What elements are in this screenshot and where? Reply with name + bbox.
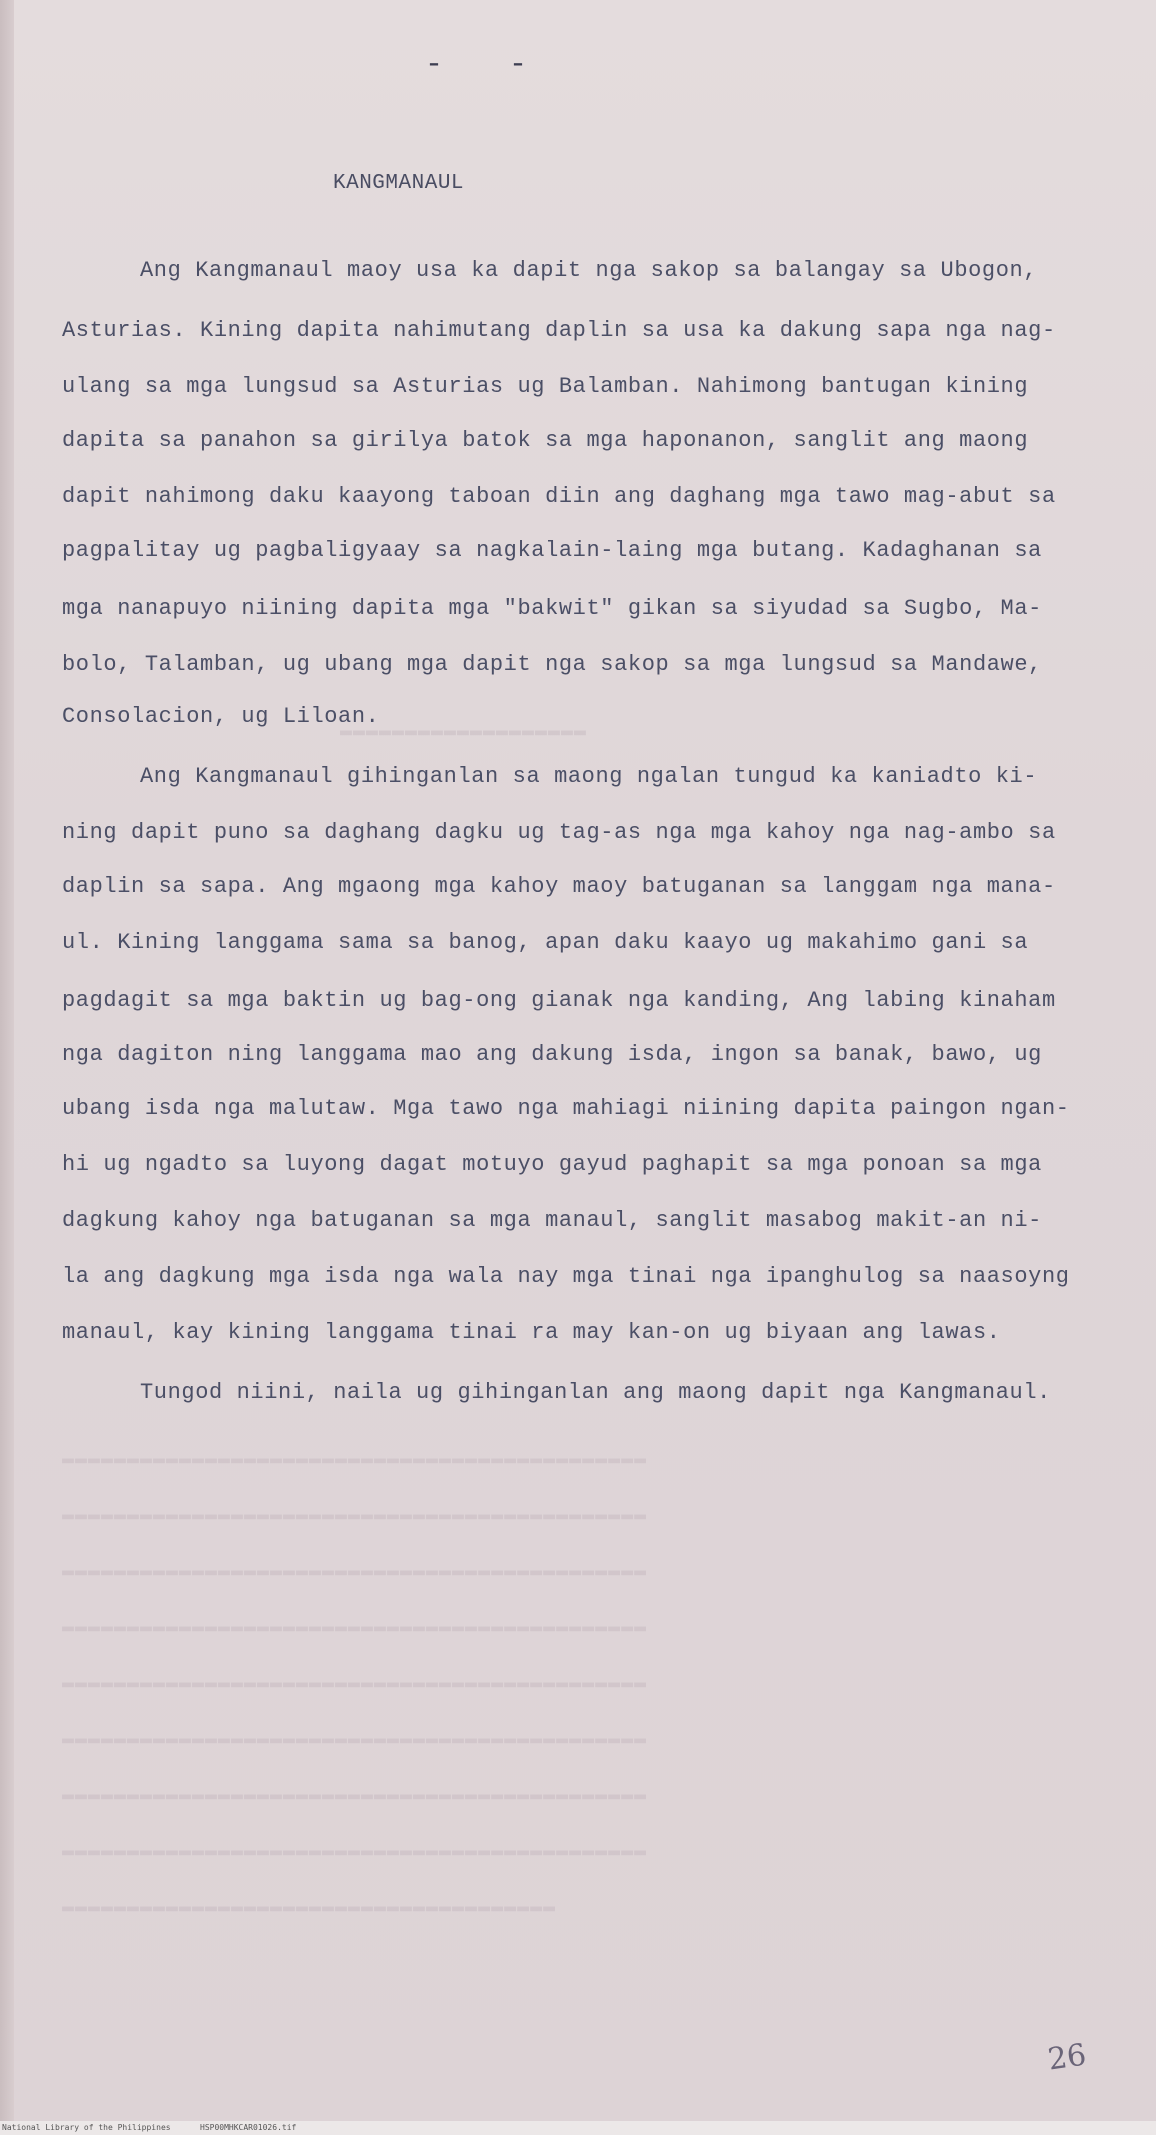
paragraph-2-line: nga dagiton ning langgama mao ang dakung isda, ingon sa banak, bawo, ug [62, 1042, 1042, 1067]
paragraph-3-line: Tungod niini, naila ug gihinganlan ang maong dapit nga Kangmanaul. [140, 1380, 1051, 1405]
paragraph-1-line: bolo, Talamban, ug ubang mga dapit nga sakop sa mga lungsud sa Mandawe, [62, 652, 1042, 677]
paragraph-2-line: ubang isda nga malutaw. Mga tawo nga mahiagi niining dapita paingon ngan- [62, 1096, 1070, 1121]
paragraph-2-line: pagdagit sa mga baktin ug bag-ong gianak nga kanding, Ang labing kinaham [62, 988, 1056, 1013]
footer-filename: HSP00MHKCAR01026.tif [200, 2123, 297, 2132]
handwritten-page-number: 26 [1045, 2037, 1089, 2078]
paragraph-1-line: Consolacion, ug Liloan. [62, 704, 380, 729]
page-edge-shadow [0, 0, 14, 2135]
show-through-texture: ▬▬▬▬▬▬▬▬▬▬▬▬▬▬▬▬▬▬▬▬▬▬▬▬▬▬▬▬▬▬▬▬▬▬▬▬▬▬▬▬▬▬▬▬▬ [62, 1672, 648, 1695]
paragraph-1-line: pagpalitay ug pagbaligyaay sa nagkalain-laing mga butang. Kadaghanan sa [62, 538, 1042, 563]
show-through-texture: ▬▬▬▬▬▬▬▬▬▬▬▬▬▬▬▬▬▬▬ [340, 720, 588, 743]
show-through-texture: ▬▬▬▬▬▬▬▬▬▬▬▬▬▬▬▬▬▬▬▬▬▬▬▬▬▬▬▬▬▬▬▬▬▬▬▬▬▬▬▬▬▬▬▬▬ [62, 1504, 648, 1527]
footer-institution: National Library of the Philippines [2, 2123, 171, 2132]
show-through-texture: ▬▬▬▬▬▬▬▬▬▬▬▬▬▬▬▬▬▬▬▬▬▬▬▬▬▬▬▬▬▬▬▬▬▬▬▬▬▬▬▬▬▬▬▬▬ [62, 1728, 648, 1751]
document-title: KANGMANAUL [333, 172, 465, 195]
show-through-texture: ▬▬▬▬▬▬▬▬▬▬▬▬▬▬▬▬▬▬▬▬▬▬▬▬▬▬▬▬▬▬▬▬▬▬▬▬▬▬▬▬▬▬▬▬▬ [62, 1784, 648, 1807]
show-through-texture: ▬▬▬▬▬▬▬▬▬▬▬▬▬▬▬▬▬▬▬▬▬▬▬▬▬▬▬▬▬▬▬▬▬▬▬▬▬▬▬▬▬▬▬▬▬ [62, 1616, 648, 1639]
paragraph-2-line: dagkung kahoy nga batuganan sa mga manaul, sanglit masabog makit-an ni- [62, 1208, 1042, 1233]
paragraph-1-line: dapit nahimong daku kaayong taboan diin ang daghang mga tawo mag-abut sa [62, 484, 1056, 509]
top-dash-mark: - - [425, 48, 552, 82]
paragraph-1-line: mga nanapuyo niining dapita mga "bakwit" gikan sa siyudad sa Sugbo, Ma- [62, 596, 1042, 621]
paragraph-1-line: Asturias. Kining dapita nahimutang daplin sa usa ka dakung sapa nga nag- [62, 318, 1056, 343]
paragraph-2-line: ning dapit puno sa daghang dagku ug tag-as nga mga kahoy nga nag-ambo sa [62, 820, 1056, 845]
scan-footer [0, 2121, 1156, 2135]
paragraph-1-line: Ang Kangmanaul maoy usa ka dapit nga sakop sa balangay sa Ubogon, [140, 258, 1038, 283]
show-through-texture: ▬▬▬▬▬▬▬▬▬▬▬▬▬▬▬▬▬▬▬▬▬▬▬▬▬▬▬▬▬▬▬▬▬▬▬▬▬▬▬▬▬▬▬▬▬ [62, 1448, 648, 1471]
paragraph-2-line: Ang Kangmanaul gihinganlan sa maong ngalan tungud ka kaniadto ki- [140, 764, 1038, 789]
paragraph-2-line: hi ug ngadto sa luyong dagat motuyo gayud paghapit sa mga ponoan sa mga [62, 1152, 1042, 1177]
paragraph-2-line: ul. Kining langgama sama sa banog, apan daku kaayo ug makahimo gani sa [62, 930, 1029, 955]
paragraph-1-line: dapita sa panahon sa girilya batok sa mga haponanon, sanglit ang maong [62, 428, 1029, 453]
show-through-texture: ▬▬▬▬▬▬▬▬▬▬▬▬▬▬▬▬▬▬▬▬▬▬▬▬▬▬▬▬▬▬▬▬▬▬▬▬▬▬▬▬▬▬▬▬▬ [62, 1840, 648, 1863]
show-through-texture: ▬▬▬▬▬▬▬▬▬▬▬▬▬▬▬▬▬▬▬▬▬▬▬▬▬▬▬▬▬▬▬▬▬▬▬▬▬▬ [62, 1896, 557, 1919]
paragraph-2-line: manaul, kay kining langgama tinai ra may kan-on ug biyaan ang lawas. [62, 1320, 1001, 1345]
show-through-texture: ▬▬▬▬▬▬▬▬▬▬▬▬▬▬▬▬▬▬▬▬▬▬▬▬▬▬▬▬▬▬▬▬▬▬▬▬▬▬▬▬▬▬▬▬▬ [62, 1560, 648, 1583]
paragraph-2-line: daplin sa sapa. Ang mgaong mga kahoy maoy batuganan sa langgam nga mana- [62, 874, 1056, 899]
paragraph-2-line: la ang dagkung mga isda nga wala nay mga tinai nga ipanghulog sa naasoyng [62, 1264, 1070, 1289]
paragraph-1-line: ulang sa mga lungsud sa Asturias ug Balamban. Nahimong bantugan kining [62, 374, 1029, 399]
